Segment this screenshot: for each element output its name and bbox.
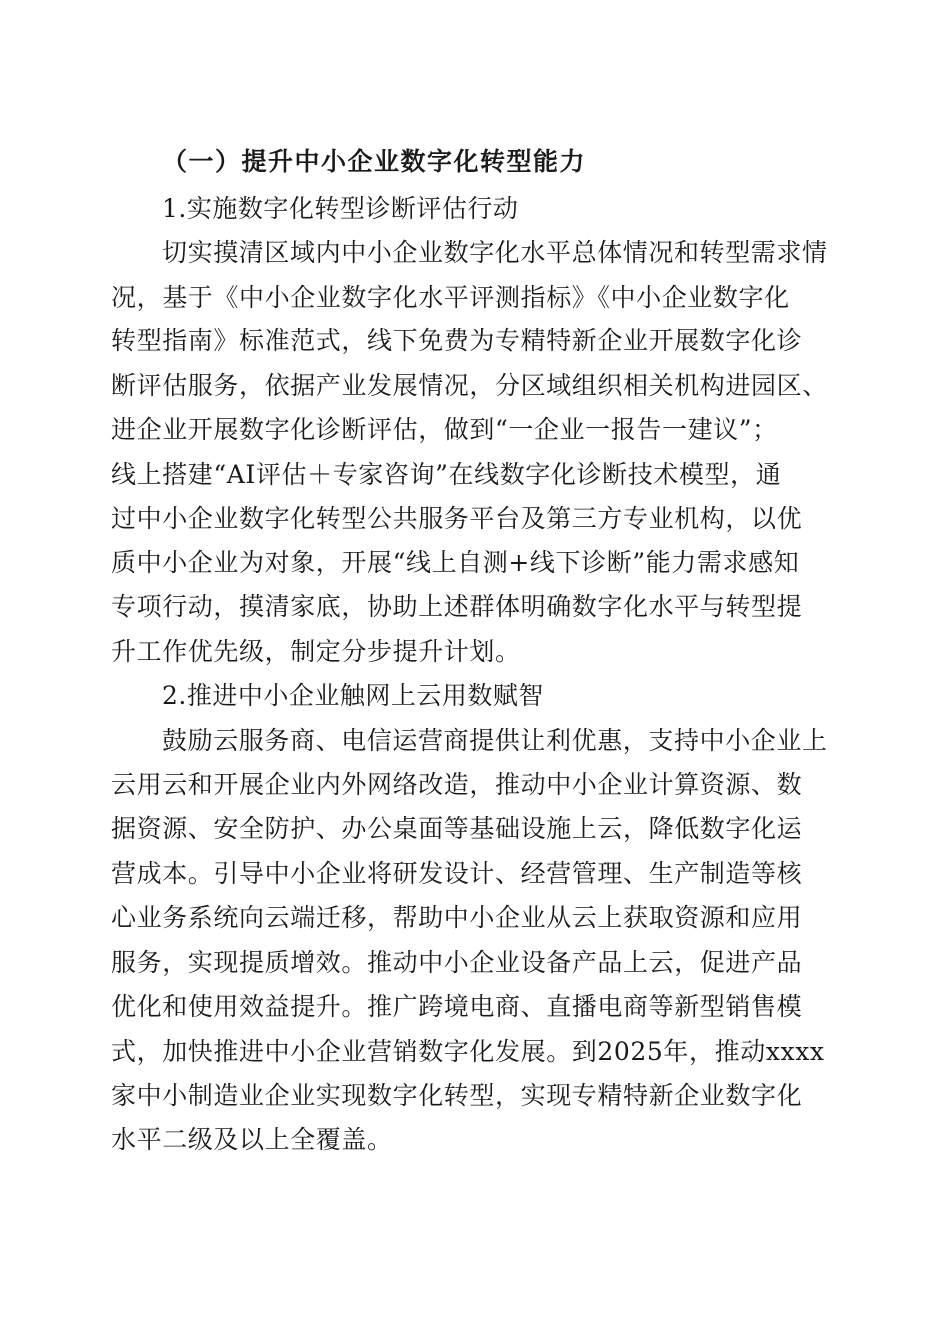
paragraph-2-line-8: 式，加快推进中小企业营销数字化发展。到2025年，推动xxxx bbox=[111, 1037, 825, 1066]
paragraph-2-line-3: 据资源、安全防护、办公桌面等基础设施上云，降低数字化运 bbox=[111, 814, 803, 843]
paragraph-1-line-5: 进企业开展数字化诊断评估，做到“一企业一报告一建议”； bbox=[111, 415, 778, 444]
section-heading: （一）提升中小企业数字化转型能力 bbox=[162, 147, 587, 176]
paragraph-2-line-6: 服务，实现提质增效。推动中小企业设备产品上云，促进产品 bbox=[111, 948, 803, 977]
paragraph-2-line-4: 营成本。引导中小企业将研发设计、经营管理、生产制造等核 bbox=[111, 859, 803, 888]
paragraph-1-line-8: 质中小企业为对象，开展“线上自测+线下诊断”能力需求感知 bbox=[111, 548, 800, 577]
paragraph-2-line-2: 云用云和开展企业内外网络改造，推动中小企业计算资源、数 bbox=[111, 770, 803, 799]
paragraph-1-line-4: 断评估服务，依据产业发展情况，分区域组织相关机构进园区、 bbox=[111, 371, 828, 400]
paragraph-1-line-6: 线上搭建“AI评估＋专家咨询”在线数字化诊断技术模型，通 bbox=[111, 460, 782, 489]
subsection-title-2: 2.推进中小企业触网上云用数赋智 bbox=[162, 681, 544, 710]
subsection-title-1: 1.实施数字化转型诊断评估行动 bbox=[162, 194, 519, 223]
paragraph-1-line-2: 况，基于《中小企业数字化水平评测指标》《中小企业数字化 bbox=[111, 283, 790, 312]
paragraph-1-line-10: 升工作优先级，制定分步提升计划。 bbox=[111, 637, 521, 666]
paragraph-2-line-1: 鼓励云服务商、电信运营商提供让利优惠，支持中小企业上 bbox=[162, 726, 828, 755]
paragraph-1-line-3: 转型指南》标准范式，线下免费为专精特新企业开展数字化诊 bbox=[111, 326, 803, 355]
paragraph-1-line-7: 过中小企业数字化转型公共服务平台及第三方专业机构，以优 bbox=[111, 504, 803, 533]
paragraph-2-line-9: 家中小制造业企业实现数字化转型，实现专精特新企业数字化 bbox=[111, 1081, 803, 1110]
paragraph-1-line-1: 切实摸清区域内中小企业数字化水平总体情况和转型需求情 bbox=[162, 238, 828, 267]
paragraph-2-line-5: 心业务系统向云端迁移，帮助中小企业从云上获取资源和应用 bbox=[111, 903, 803, 932]
paragraph-1-line-9: 专项行动，摸清家底，协助上述群体明确数字化水平与转型提 bbox=[111, 592, 803, 621]
paragraph-2-line-10: 水平二级及以上全覆盖。 bbox=[111, 1125, 393, 1154]
paragraph-2-line-7: 优化和使用效益提升。推广跨境电商、直播电商等新型销售模 bbox=[111, 992, 803, 1021]
